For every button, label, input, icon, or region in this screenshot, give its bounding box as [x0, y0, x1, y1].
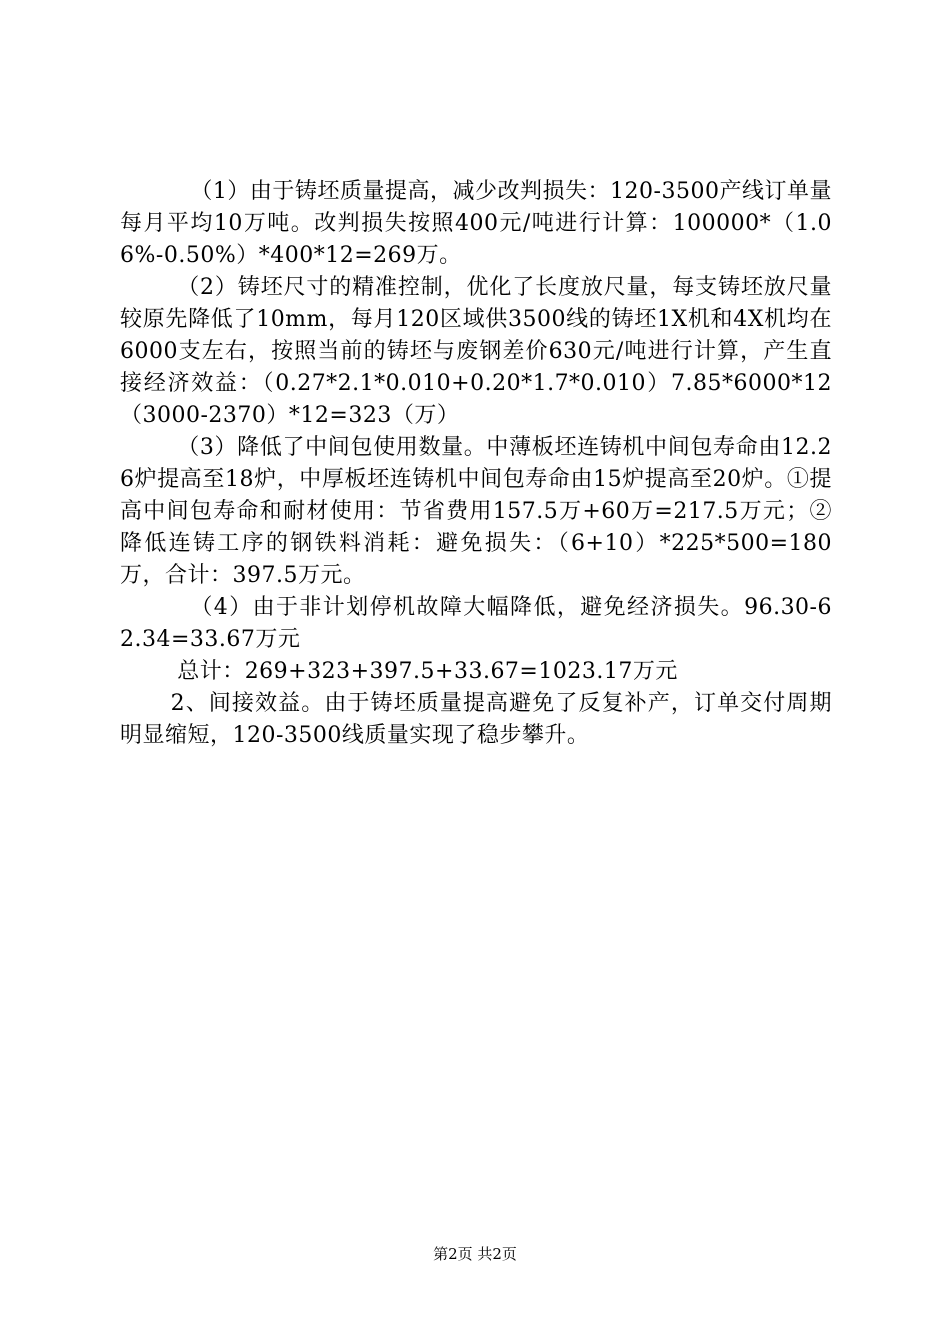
document-body [120, 176, 832, 752]
paragraph-item-4: （4）由于非计划停机故障大幅降低，避免经济损失。96.30-62.34=33.67万元 [120, 595, 832, 652]
paragraph-indirect-benefit: 2、间接效益。由于铸坯质量提高避免了反复补产，订单交付周期明显缩短，120-3500线质量实现了稳步攀升。 [120, 691, 832, 748]
paragraph-total: 总计：269+323+397.5+33.67=1023.17万元 [177, 659, 678, 684]
paragraph-item-2: （2）铸坯尺寸的精准控制，优化了长度放尺量，每支铸坯放尺量较原先降低了10mm，每月120区域供3500线的铸坯1X机和4X机均在6000支左右，按照当前的铸坯与废钢差价630元/吨进行计算，产生直接经济效益：（0.27*2.1*0.010+0.20*1.7*0.010）7.85*6000*12（3000-2370）*12=323（万） [120, 275, 832, 428]
paragraph-item-3: （3）降低了中间包使用数量。中薄板坯连铸机中间包寿命由12.26炉提高至18炉，中厚板坯连铸机中间包寿命由15炉提高至20炉。①提高中间包寿命和耐材使用：节省费用157.5万+60万=217.5万元；②降低连铸工序的钢铁料消耗：避免损失：（6+10）*225*500=180万，合计：397.5万元。 [120, 435, 832, 588]
page-footer: 第2页 共2页 [433, 1245, 517, 1263]
paragraph-item-1: （1）由于铸坯质量提高，减少改判损失：120-3500产线订单量每月平均10万吨。改判损失按照400元/吨进行计算：100000*（1.06%-0.50%）*400*12=269万。 [120, 179, 832, 268]
